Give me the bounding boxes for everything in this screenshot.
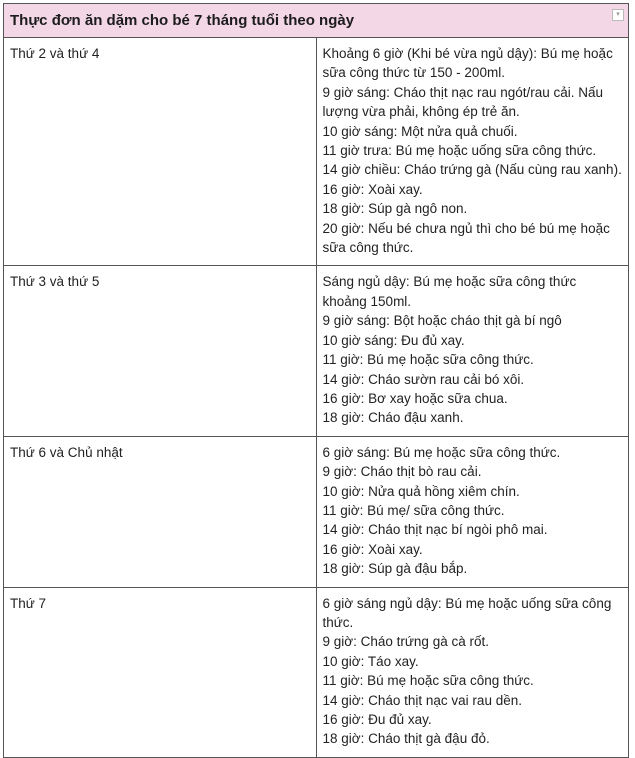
menu-table bbox=[3, 3, 629, 758]
table-row bbox=[4, 266, 629, 436]
menu-item: Sáng ngủ dậy: Bú mẹ hoặc sữa công thức khoảng 150ml. bbox=[322, 274, 577, 309]
menu-item: 10 giờ: Táo xay. bbox=[322, 653, 419, 669]
menu-item: 6 giờ sáng ngủ dậy: Bú mẹ hoặc uống sữa công thức. bbox=[322, 595, 612, 630]
menu-item: 11 giờ: Bú mẹ hoặc sữa công thức. bbox=[322, 673, 534, 689]
menu-item: 14 giờ chiều: Cháo trứng gà (Nấu cùng rau xanh). bbox=[322, 162, 622, 178]
menu-item: 6 giờ sáng: Bú mẹ hoặc sữa công thức. bbox=[322, 444, 561, 460]
menu-item: 18 giờ: Súp gà đậu bắp. bbox=[322, 561, 468, 577]
menu-item: 16 giờ: Bơ xay hoặc sữa chua. bbox=[322, 390, 508, 406]
table-header-row bbox=[4, 4, 629, 38]
menu-item: 11 giờ: Bú mẹ/ sữa công thức. bbox=[322, 502, 505, 518]
day-cell: Thứ 3 và thứ 5 bbox=[4, 266, 317, 436]
menu-item: 9 giờ sáng: Cháo thịt nạc rau ngót/rau cải. Nấu lượng vừa phải, không ép trẻ ăn. bbox=[322, 84, 604, 120]
table-row bbox=[4, 436, 629, 587]
menu-cell bbox=[316, 38, 629, 266]
menu-table-container bbox=[3, 3, 629, 758]
menu-item: 14 giờ: Cháo sườn rau cải bó xôi. bbox=[322, 371, 525, 387]
table-row bbox=[4, 587, 629, 757]
chevron-down-icon[interactable]: ▾ bbox=[612, 9, 624, 21]
menu-item: 9 giờ: Cháo thịt bò rau cải. bbox=[322, 464, 482, 480]
menu-item: 9 giờ sáng: Bột hoặc cháo thịt gà bí ngô bbox=[322, 313, 562, 329]
table-row bbox=[4, 38, 629, 266]
menu-cell bbox=[316, 436, 629, 587]
menu-cell bbox=[316, 266, 629, 436]
menu-item: 16 giờ: Xoài xay. bbox=[322, 181, 423, 197]
menu-item: 10 giờ sáng: Đu đủ xay. bbox=[322, 332, 465, 348]
menu-item: 18 giờ: Cháo đậu xanh. bbox=[322, 410, 464, 426]
day-cell: Thứ 2 và thứ 4 bbox=[4, 38, 317, 266]
menu-item: 10 giờ sáng: Một nửa quả chuối. bbox=[322, 123, 518, 139]
menu-item: 20 giờ: Nếu bé chưa ngủ thì cho bé bú mẹ hoặc sữa công thức. bbox=[322, 220, 610, 256]
menu-item: 11 giờ trưa: Bú mẹ hoặc uống sữa công thức. bbox=[322, 143, 597, 159]
menu-item: 18 giờ: Súp gà ngô non. bbox=[322, 201, 468, 217]
menu-item: 10 giờ: Nửa quả hồng xiêm chín. bbox=[322, 483, 520, 499]
menu-item: 9 giờ: Cháo trứng gà cà rốt. bbox=[322, 634, 489, 650]
menu-item: Khoảng 6 giờ (Khi bé vừa ngủ dậy): Bú mẹ hoặc sữa công thức từ 150 - 200ml. bbox=[322, 46, 613, 81]
menu-cell bbox=[316, 587, 629, 757]
table-title: Thực đơn ăn dặm cho bé 7 tháng tuổi theo ngày bbox=[10, 11, 355, 29]
table-header-cell bbox=[4, 4, 629, 38]
menu-item: 14 giờ: Cháo thịt nạc bí ngòi phô mai. bbox=[322, 522, 548, 538]
menu-item: 18 giờ: Cháo thịt gà đậu đỏ. bbox=[322, 731, 490, 747]
menu-item: 14 giờ: Cháo thịt nạc vai rau dền. bbox=[322, 692, 522, 708]
menu-item: 16 giờ: Xoài xay. bbox=[322, 541, 423, 557]
menu-item: 11 giờ: Bú mẹ hoặc sữa công thức. bbox=[322, 352, 534, 368]
day-cell: Thứ 6 và Chủ nhật bbox=[4, 436, 317, 587]
day-cell: Thứ 7 bbox=[4, 587, 317, 757]
menu-item: 16 giờ: Đu đủ xay. bbox=[322, 712, 432, 727]
